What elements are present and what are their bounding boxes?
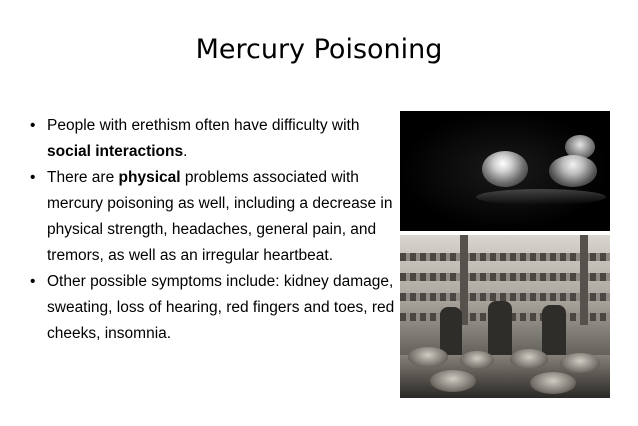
worker-figure (488, 301, 512, 359)
bullet-dot: • (30, 273, 36, 290)
bullet-list (30, 113, 402, 347)
mercury-droplets-image (400, 111, 610, 231)
droplet-reflection (476, 189, 606, 205)
metal-pot (510, 349, 548, 369)
bullet-emphasis: social interactions (47, 143, 184, 160)
bullet-text: Other possible symptoms include: kidney damage, sweating, loss of hearing, red fingers and toes, red cheeks, insomnia. (47, 273, 395, 342)
bullet-item (30, 165, 402, 269)
bullet-dot: • (30, 169, 36, 186)
bullet-emphasis: physical (118, 169, 181, 186)
worker-figure (542, 305, 566, 359)
bullet-text: . (183, 143, 188, 160)
factory-workers-photo (400, 235, 610, 398)
bullet-text: There are (47, 169, 119, 186)
slide-title: Mercury Poisoning (195, 34, 443, 65)
pillar (580, 235, 588, 325)
bullet-item (30, 113, 402, 165)
mercury-droplet (482, 151, 528, 187)
bullet-text: problems associated with mercury poisoning as well, including a decrease in physical strength, headaches, general pain, and tremors, as well as an irregular heartbeat. (47, 169, 393, 264)
metal-pot (408, 347, 448, 367)
shelf (400, 293, 610, 301)
metal-pot (430, 370, 476, 392)
metal-pot (530, 372, 576, 394)
bullet-dot: • (30, 117, 36, 134)
bullet-text: People with erethism often have difficulty with (47, 117, 360, 134)
metal-pot (560, 353, 600, 373)
shelf (400, 253, 610, 261)
shelf (400, 273, 610, 281)
mercury-droplet (549, 155, 597, 187)
metal-pot (460, 351, 494, 369)
bullet-item (30, 269, 402, 347)
